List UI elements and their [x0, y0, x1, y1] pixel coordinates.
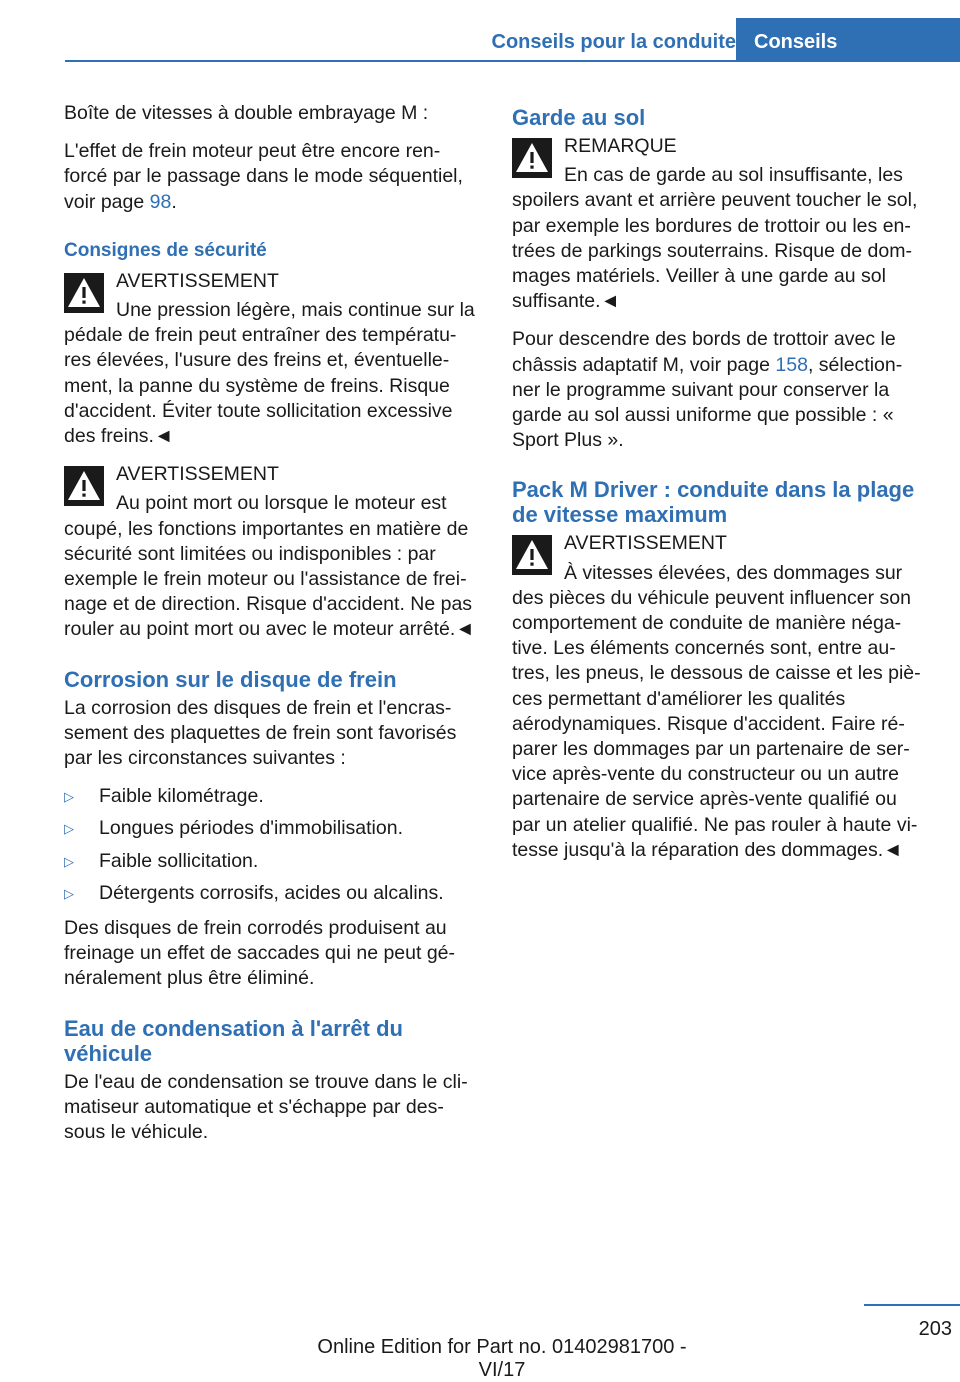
heading-corrosion: Corrosion sur le disque de frein	[64, 666, 397, 692]
header-chapter-tab: Conseils	[736, 18, 960, 62]
warning-text: Au point mort ou lorsque le moteur est coupé, les fonctions importantes en matière de sécurité sont limitées ou indisponibles : par exemple le frein moteur ou l'assistance de frei-nage et de direction. Risque d'accident. Ne pas rouler au point mort ou avec le moteur arrêté.◄	[64, 492, 475, 641]
paragraph-text: , sélection-ner le programme suivant pour conserver la garde au sol aussi uniforme que possible : « Sport Plus ».	[512, 353, 903, 452]
header-rule	[65, 60, 960, 62]
left-column	[64, 101, 480, 1158]
list-item-text: Faible sollicitation.	[99, 849, 259, 872]
warning-text: À vitesses élevées, des dommages sur des pièces du véhicule peuvent influencer son comportement de conduite de manière néga-tive. Les éléments concernés sont, entre au-tres, les pneus, le dessous de caisse et les piè-ces permettant d'améliorer les qualités aérodynamiques. Risque d'accident. Faire ré-parer les dommages par un partenaire de ser-vice après-vente du constructeur ou un autre partenaire de service après-vente qualifié ou par un atelier qualifié. Ne pas rouler à haute vi-tesse jusqu'à la réparation des dommages.◄	[512, 561, 921, 861]
list-item-text: Faible kilométrage.	[99, 785, 264, 808]
page-link-158[interactable]: 158	[775, 353, 808, 376]
triangle-bullet-icon: ▷	[64, 821, 74, 837]
edition-note: Online Edition for Part no. 01402981700 - VI/17	[317, 1336, 687, 1381]
warning-block-2	[64, 462, 480, 642]
heading-pack-m-driver: Pack M Driver : conduite dans la plage de vitesse maximum	[512, 477, 915, 528]
list-item-text: Longues périodes d'immobilisation.	[99, 817, 403, 840]
list-item	[64, 784, 480, 809]
heading-condensation: Eau de condensation à l'arrêt du véhicule	[64, 1015, 403, 1066]
list-item-text: Détergents corrosifs, acides ou alcalins.	[99, 881, 444, 904]
triangle-bullet-icon: ▷	[64, 853, 74, 869]
note-title: REMARQUE	[564, 135, 677, 157]
header-section-title: Conseils pour la conduite	[491, 31, 736, 53]
paragraph-corrosion: La corrosion des disques de frein et l'encras-sement des plaquettes de frein sont favorisés par les circonstances suivantes :	[64, 696, 457, 770]
footer-rule	[864, 1304, 960, 1306]
paragraph-gearbox: Boîte de vitesses à double embrayage M :	[64, 102, 429, 124]
paragraph-corroded: Des disques de frein corrodés produisent au freinage un effet de saccades qui ne peut gé-néralement plus être éliminé.	[64, 917, 456, 990]
triangle-bullet-icon: ▷	[64, 789, 74, 805]
paragraph-condensation: De l'eau de condensation se trouve dans le cli-matiseur automatique et s'échappe par des-sous le véhicule.	[64, 1070, 468, 1144]
list-item	[64, 816, 480, 841]
list-item	[64, 881, 480, 906]
page-number: 203	[918, 1318, 952, 1340]
heading-ground-clearance: Garde au sol	[512, 105, 646, 130]
paragraph-text: Pour descendre des bords de trottoir avec le châssis adaptatif M, voir page	[512, 328, 896, 376]
note-block	[512, 134, 928, 314]
warning-block-3	[512, 531, 928, 863]
warning-triangle-icon	[64, 466, 104, 506]
right-column	[512, 101, 928, 876]
warning-block-1	[64, 269, 480, 449]
heading-safety: Consignes de sécurité	[64, 239, 267, 261]
paragraph-engine-brake	[64, 139, 480, 215]
warning-text: Une pression légère, mais continue sur la pédale de frein peut entraîner des températu-res élevées, l'usure des freins et, éventuelle-ment, la panne du système de freins. Risque d'accident. Éviter toute sollicitation excessive des freins.◄	[64, 299, 475, 448]
note-text: En cas de garde au sol insuffisante, les spoilers avant et arrière peuvent toucher le sol, par exemple les bordures de trottoir ou les en-trées de parkings souterrains. Risque de dom-mages matériels. Veiller à une garde au sol suffisante.◄	[512, 164, 918, 313]
paragraph-text: .	[171, 190, 177, 213]
warning-triangle-icon	[512, 535, 552, 575]
list-item	[64, 849, 480, 874]
bullet-list	[64, 784, 480, 906]
warning-triangle-icon	[64, 273, 104, 313]
triangle-bullet-icon: ▷	[64, 885, 74, 901]
warning-title: AVERTISSEMENT	[564, 532, 727, 555]
warning-title: AVERTISSEMENT	[116, 269, 279, 292]
warning-triangle-icon	[512, 138, 552, 178]
paragraph-curbs	[512, 327, 928, 453]
warning-title: AVERTISSEMENT	[116, 463, 279, 486]
page-link-98[interactable]: 98	[149, 190, 172, 213]
paragraph-text: L'effet de frein moteur peut être encore ren-forcé par le passage dans le mode séquentiel, voir page	[64, 140, 463, 213]
